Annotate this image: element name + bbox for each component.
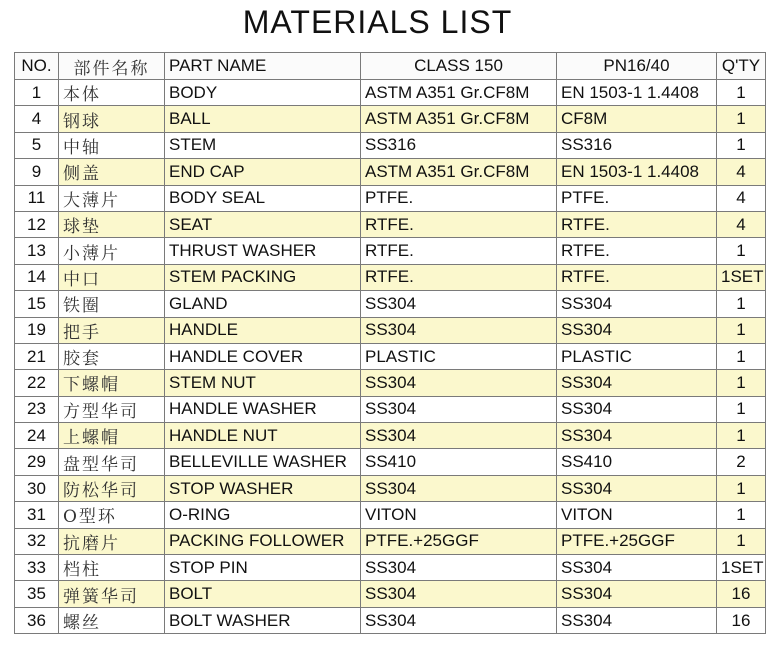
cell-class-150: SS316 <box>361 132 557 158</box>
cell-no: 13 <box>15 238 59 264</box>
cell-pn16-40: PTFE.+25GGF <box>557 528 717 554</box>
cell-chinese-name: 侧盖 <box>59 159 165 185</box>
cell-pn16-40: VITON <box>557 502 717 528</box>
header-qty: Q'TY <box>717 53 766 80</box>
cell-class-150: SS304 <box>361 291 557 317</box>
header-class-150: CLASS 150 <box>361 53 557 80</box>
cell-no: 1 <box>15 80 59 106</box>
cell-qty: 1 <box>717 291 766 317</box>
cell-part-name: BODY SEAL <box>165 185 361 211</box>
table-row <box>15 423 766 449</box>
cell-class-150: SS304 <box>361 396 557 422</box>
cell-no: 33 <box>15 555 59 581</box>
cell-no: 32 <box>15 528 59 554</box>
table-row <box>15 238 766 264</box>
table-row <box>15 291 766 317</box>
cell-chinese-name: 本体 <box>59 80 165 106</box>
cell-chinese-name: 小薄片 <box>59 238 165 264</box>
cell-class-150: PTFE. <box>361 185 557 211</box>
table-row <box>15 528 766 554</box>
cell-qty: 16 <box>717 581 766 607</box>
cell-no: 35 <box>15 581 59 607</box>
table-row <box>15 132 766 158</box>
cell-qty: 1 <box>717 423 766 449</box>
cell-qty: 1 <box>717 528 766 554</box>
cell-chinese-name: 下螺帽 <box>59 370 165 396</box>
cell-part-name: HANDLE COVER <box>165 343 361 369</box>
cell-no: 29 <box>15 449 59 475</box>
cell-pn16-40: EN 1503-1 1.4408 <box>557 80 717 106</box>
cell-qty: 2 <box>717 449 766 475</box>
table-row <box>15 264 766 290</box>
cell-no: 22 <box>15 370 59 396</box>
cell-part-name: HANDLE <box>165 317 361 343</box>
cell-class-150: RTFE. <box>361 264 557 290</box>
cell-no: 31 <box>15 502 59 528</box>
header-chinese-name: 部件名称 <box>59 53 165 80</box>
cell-pn16-40: SS304 <box>557 581 717 607</box>
cell-qty: 4 <box>717 211 766 237</box>
cell-chinese-name: 球垫 <box>59 211 165 237</box>
cell-chinese-name: 弹簧华司 <box>59 581 165 607</box>
cell-qty: 1 <box>717 317 766 343</box>
cell-pn16-40: SS304 <box>557 475 717 501</box>
cell-no: 15 <box>15 291 59 317</box>
table-row <box>15 80 766 106</box>
cell-part-name: END CAP <box>165 159 361 185</box>
cell-qty: 1 <box>717 396 766 422</box>
cell-part-name: STEM NUT <box>165 370 361 396</box>
cell-no: 12 <box>15 211 59 237</box>
page-title: MATERIALS LIST <box>242 4 513 40</box>
cell-class-150: ASTM A351 Gr.CF8M <box>361 80 557 106</box>
cell-class-150: SS304 <box>361 475 557 501</box>
cell-no: 9 <box>15 159 59 185</box>
table-row <box>15 607 766 633</box>
cell-class-150: PLASTIC <box>361 343 557 369</box>
cell-pn16-40: RTFE. <box>557 211 717 237</box>
cell-class-150: SS304 <box>361 317 557 343</box>
table-row <box>15 211 766 237</box>
cell-part-name: BELLEVILLE WASHER <box>165 449 361 475</box>
cell-no: 30 <box>15 475 59 501</box>
cell-chinese-name: 中口 <box>59 264 165 290</box>
cell-pn16-40: SS410 <box>557 449 717 475</box>
cell-qty: 4 <box>717 159 766 185</box>
cell-chinese-name: 档柱 <box>59 555 165 581</box>
cell-no: 24 <box>15 423 59 449</box>
cell-chinese-name: 钢球 <box>59 106 165 132</box>
header-pn16-40: PN16/40 <box>557 53 717 80</box>
cell-chinese-name: 铁圈 <box>59 291 165 317</box>
cell-chinese-name: 方型华司 <box>59 396 165 422</box>
cell-qty: 1 <box>717 343 766 369</box>
cell-class-150: RTFE. <box>361 211 557 237</box>
cell-pn16-40: RTFE. <box>557 238 717 264</box>
cell-pn16-40: PLASTIC <box>557 343 717 369</box>
cell-part-name: GLAND <box>165 291 361 317</box>
cell-class-150: PTFE.+25GGF <box>361 528 557 554</box>
table-row <box>15 185 766 211</box>
cell-class-150: RTFE. <box>361 238 557 264</box>
cell-chinese-name: 盘型华司 <box>59 449 165 475</box>
cell-part-name: BOLT <box>165 581 361 607</box>
cell-part-name: O-RING <box>165 502 361 528</box>
table-row <box>15 555 766 581</box>
cell-pn16-40: SS304 <box>557 555 717 581</box>
cell-qty: 1 <box>717 106 766 132</box>
cell-class-150: ASTM A351 Gr.CF8M <box>361 106 557 132</box>
cell-chinese-name: 大薄片 <box>59 185 165 211</box>
cell-chinese-name: 抗磨片 <box>59 528 165 554</box>
cell-pn16-40: SS304 <box>557 370 717 396</box>
cell-pn16-40: EN 1503-1 1.4408 <box>557 159 717 185</box>
cell-pn16-40: PTFE. <box>557 185 717 211</box>
cell-qty: 1 <box>717 80 766 106</box>
table-row <box>15 343 766 369</box>
table-row <box>15 475 766 501</box>
cell-part-name: SEAT <box>165 211 361 237</box>
cell-chinese-name: 防松华司 <box>59 475 165 501</box>
cell-qty: 1 <box>717 132 766 158</box>
cell-pn16-40: RTFE. <box>557 264 717 290</box>
cell-class-150: SS410 <box>361 449 557 475</box>
cell-qty: 1 <box>717 370 766 396</box>
cell-no: 11 <box>15 185 59 211</box>
cell-no: 23 <box>15 396 59 422</box>
cell-qty: 1 <box>717 238 766 264</box>
table-row <box>15 502 766 528</box>
cell-no: 4 <box>15 106 59 132</box>
cell-part-name: STEM <box>165 132 361 158</box>
table-row <box>15 370 766 396</box>
table-row <box>15 106 766 132</box>
cell-pn16-40: SS304 <box>557 396 717 422</box>
cell-part-name: STEM PACKING <box>165 264 361 290</box>
cell-chinese-name: O型环 <box>59 502 165 528</box>
cell-part-name: STOP PIN <box>165 555 361 581</box>
cell-class-150: SS304 <box>361 555 557 581</box>
cell-pn16-40: SS316 <box>557 132 717 158</box>
cell-chinese-name: 螺丝 <box>59 607 165 633</box>
cell-part-name: BALL <box>165 106 361 132</box>
table-row <box>15 159 766 185</box>
table-row <box>15 449 766 475</box>
cell-part-name: BOLT WASHER <box>165 607 361 633</box>
cell-part-name: THRUST WASHER <box>165 238 361 264</box>
cell-no: 21 <box>15 343 59 369</box>
cell-class-150: SS304 <box>361 581 557 607</box>
table-row <box>15 396 766 422</box>
cell-no: 36 <box>15 607 59 633</box>
cell-pn16-40: SS304 <box>557 317 717 343</box>
cell-part-name: PACKING FOLLOWER <box>165 528 361 554</box>
cell-no: 14 <box>15 264 59 290</box>
cell-chinese-name: 上螺帽 <box>59 423 165 449</box>
cell-no: 5 <box>15 132 59 158</box>
cell-class-150: ASTM A351 Gr.CF8M <box>361 159 557 185</box>
cell-qty: 4 <box>717 185 766 211</box>
cell-qty: 1 <box>717 475 766 501</box>
cell-pn16-40: SS304 <box>557 423 717 449</box>
cell-class-150: VITON <box>361 502 557 528</box>
cell-chinese-name: 中轴 <box>59 132 165 158</box>
cell-part-name: STOP WASHER <box>165 475 361 501</box>
cell-part-name: HANDLE WASHER <box>165 396 361 422</box>
cell-part-name: BODY <box>165 80 361 106</box>
cell-class-150: SS304 <box>361 423 557 449</box>
cell-chinese-name: 把手 <box>59 317 165 343</box>
table-row <box>15 317 766 343</box>
cell-qty: 1SET <box>717 555 766 581</box>
table-header-row <box>15 53 766 80</box>
cell-class-150: SS304 <box>361 370 557 396</box>
header-part-name: PART NAME <box>165 53 361 80</box>
cell-qty: 1SET <box>717 264 766 290</box>
cell-chinese-name: 胶套 <box>59 343 165 369</box>
cell-pn16-40: SS304 <box>557 607 717 633</box>
cell-pn16-40: SS304 <box>557 291 717 317</box>
table-row <box>15 581 766 607</box>
materials-table <box>14 52 766 634</box>
cell-pn16-40: CF8M <box>557 106 717 132</box>
cell-part-name: HANDLE NUT <box>165 423 361 449</box>
header-no: NO. <box>15 53 59 80</box>
cell-qty: 16 <box>717 607 766 633</box>
cell-qty: 1 <box>717 502 766 528</box>
cell-no: 19 <box>15 317 59 343</box>
cell-class-150: SS304 <box>361 607 557 633</box>
